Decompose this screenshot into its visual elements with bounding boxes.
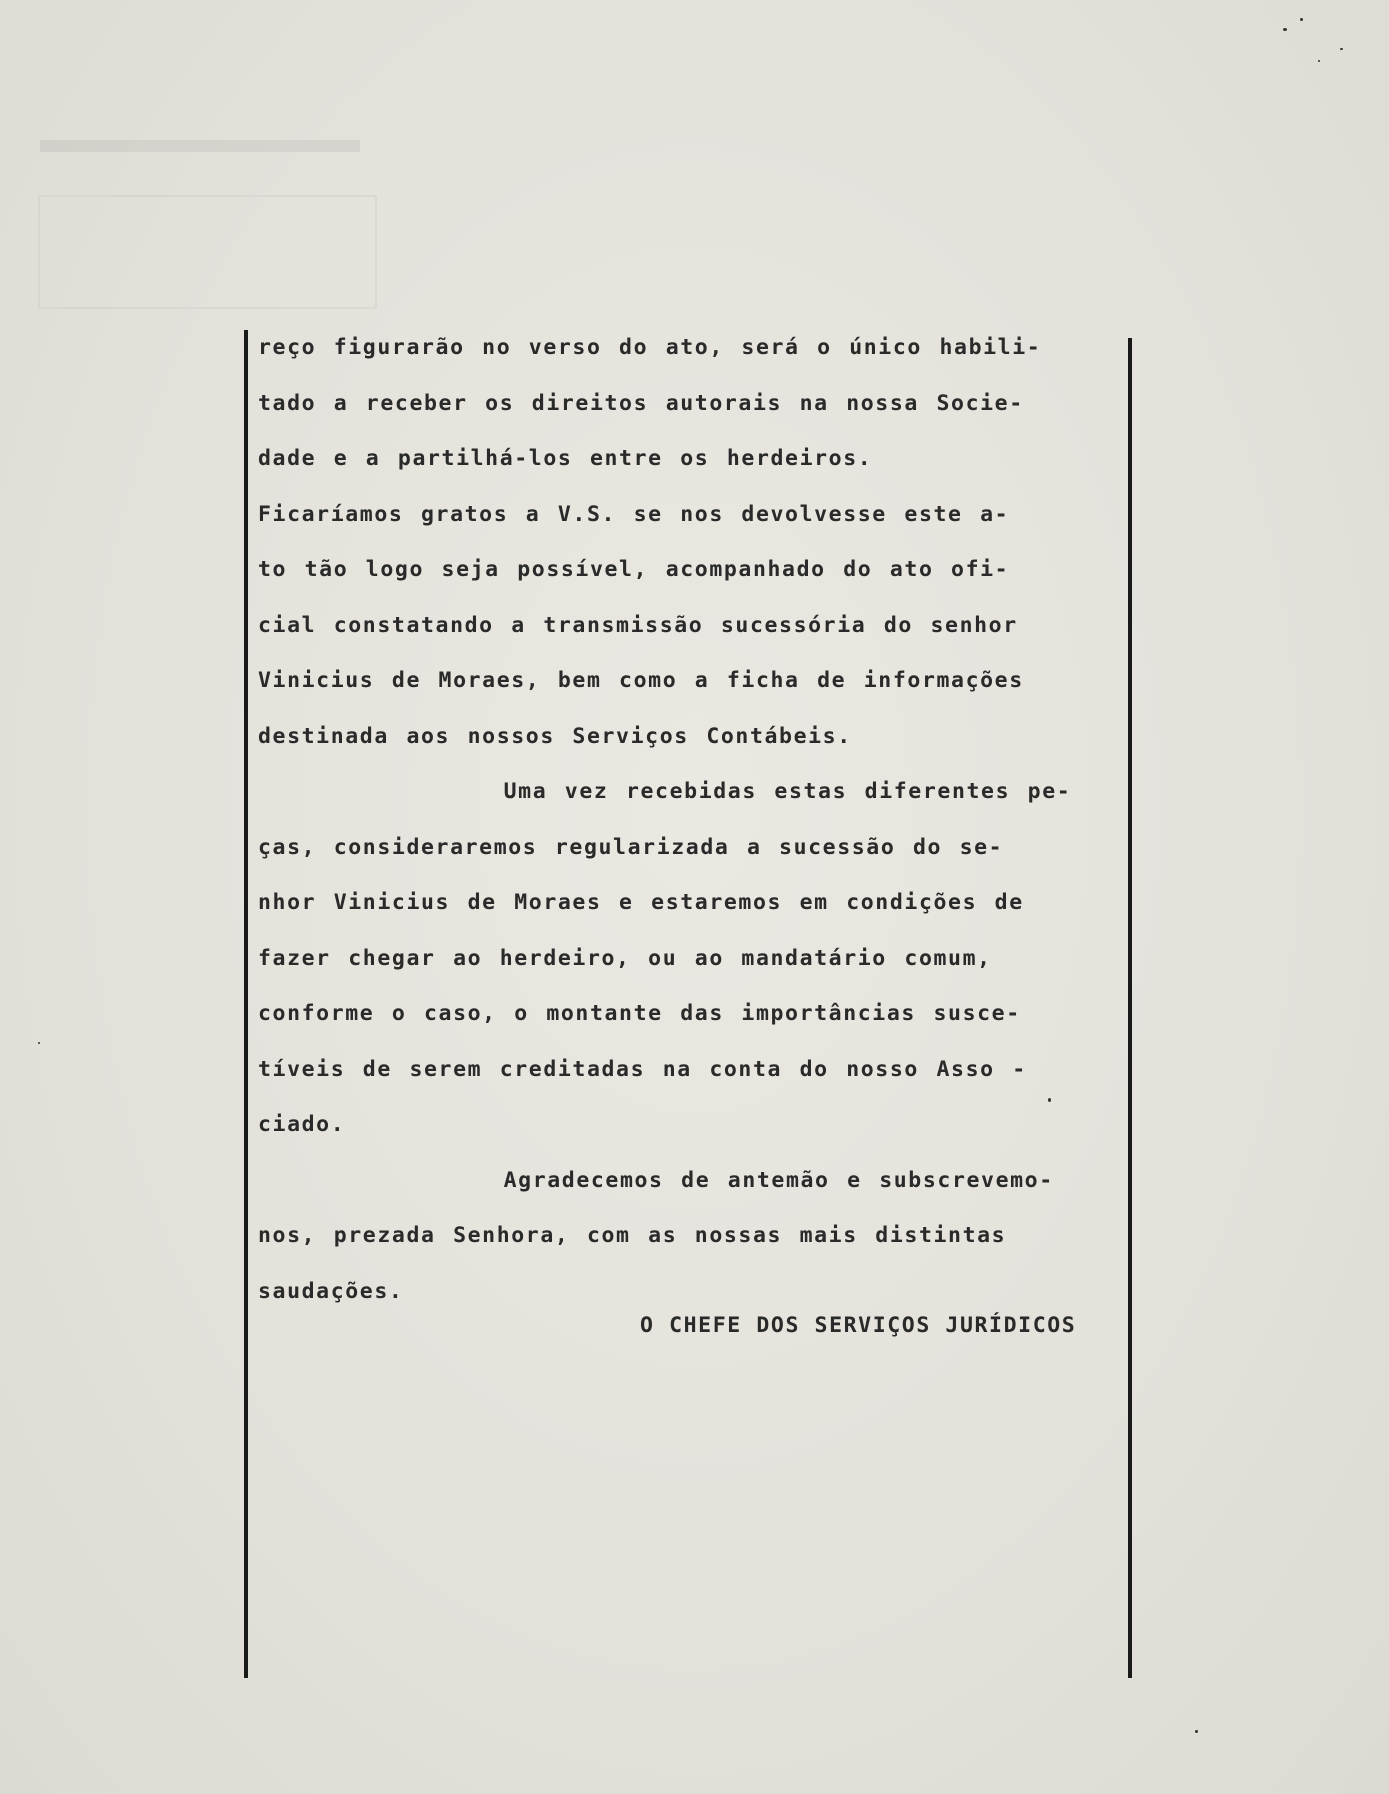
- body-line: ças, consideraremos regularizada a sucessão do se-: [258, 834, 1004, 860]
- body-line: saudações.: [258, 1278, 404, 1304]
- ink-speck: [1195, 1730, 1198, 1733]
- ink-speck: [1048, 1098, 1051, 1102]
- body-line: ciado.: [258, 1112, 346, 1137]
- body-line: fazer chegar ao herdeiro, ou ao mandatário comum,: [258, 945, 992, 971]
- left-margin-rule: [244, 330, 248, 1678]
- bleed-through-box: [38, 195, 377, 309]
- body-line: dade e a partilhá-los entre os herdeiros.: [258, 446, 873, 471]
- letter-body: [258, 320, 1138, 1319]
- ink-speck: [1300, 18, 1303, 21]
- body-line: to tão logo seja possível, acompanhado do ato ofi-: [258, 557, 1010, 582]
- ink-speck: [38, 1042, 40, 1044]
- body-line: Vinicius de Moraes, bem como a ficha de informações: [258, 668, 1024, 693]
- body-line: tíveis de serem creditadas na conta do nosso Asso -: [258, 1056, 1027, 1082]
- body-line: nhor Vinicius de Moraes e estaremos em condições de: [258, 890, 1024, 915]
- body-line: Ficaríamos gratos a V.S. se nos devolvesse este a-: [258, 501, 1010, 527]
- body-line: conforme o caso, o montante das importâncias susce-: [258, 1001, 1021, 1026]
- body-line: cial constatando a transmissão sucessória do senhor: [258, 612, 1018, 638]
- ink-speck: [1340, 48, 1343, 50]
- body-line: Uma vez recebidas estas diferentes pe-: [258, 779, 1072, 804]
- bleed-through-bar: [40, 140, 360, 152]
- signature-title: O CHEFE DOS SERVIÇOS JURÍDICOS: [640, 1313, 1077, 1338]
- ink-speck: [1318, 60, 1320, 62]
- body-line: tado a receber os direitos autorais na nossa Socie-: [258, 390, 1024, 416]
- body-line: Agradecemos de antemão e subscrevemo-: [258, 1167, 1054, 1193]
- body-line: nos, prezada Senhora, com as nossas mais distintas: [258, 1223, 1007, 1248]
- body-line: destinada aos nossos Serviços Contábeis.: [258, 723, 852, 749]
- ink-speck: [1283, 28, 1287, 31]
- body-line: reço figurarão no verso do ato, será o único habili-: [258, 335, 1042, 360]
